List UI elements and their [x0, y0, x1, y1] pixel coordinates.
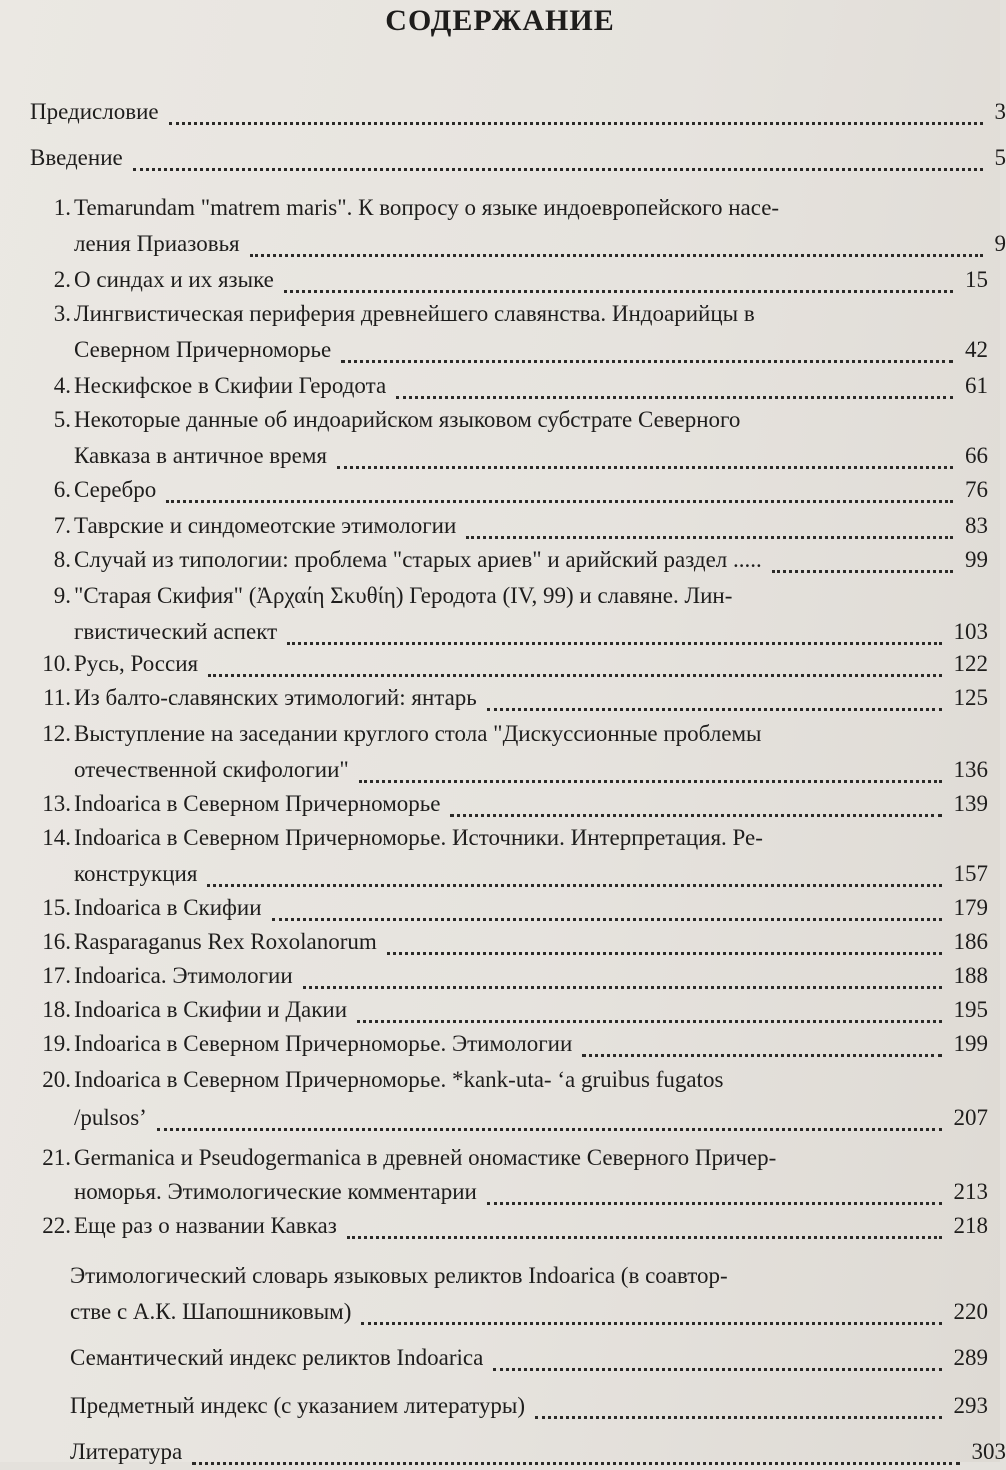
entry-title: ления Приазовья	[74, 226, 240, 262]
dot-leader	[133, 132, 983, 171]
entry-title: Indoarica в Северном Причерноморье. Этимологии	[74, 1026, 572, 1062]
entry-number: 1.	[54, 190, 71, 226]
entry-number: 13.	[42, 786, 71, 822]
entry-title: "Старая Скифия" (Ἀρχαίη Σκυθίη) Геродота (IV, 99) и славяне. Лин-	[74, 578, 732, 614]
dot-leader	[450, 778, 942, 817]
entry-number: 11.	[43, 680, 71, 716]
entry-title: Еще раз о названии Кавказ	[74, 1208, 337, 1244]
toc-line	[0, 680, 1000, 716]
page-number: 293	[954, 1388, 989, 1424]
entry-title: Indoarica в Северном Причерноморье	[74, 786, 440, 822]
page-number: 289	[954, 1340, 989, 1376]
entry-number: 14.	[42, 820, 71, 856]
entry-title: отечественной скифологии"	[74, 752, 349, 788]
entry-title: Случай из типологии: проблема "старых ариев" и арийский раздел .....	[74, 542, 762, 578]
entry-title: Кавказа в античное время	[74, 438, 327, 474]
page-number: 195	[954, 992, 989, 1028]
dot-leader	[250, 218, 983, 257]
entry-title: Предисловие	[30, 94, 159, 130]
entry-title: Серебро	[74, 472, 156, 508]
dot-leader	[166, 464, 953, 503]
entry-title: Indoarica в Скифии и Дакии	[74, 992, 347, 1028]
toc-line	[0, 94, 1000, 130]
entry-number: 10.	[42, 646, 71, 682]
toc-line	[0, 140, 1000, 176]
entry-title: гвистический аспект	[74, 614, 277, 650]
entry-number: 4.	[54, 368, 71, 404]
dot-leader	[487, 672, 942, 711]
entry-number: 18.	[42, 992, 71, 1028]
entry-title: Indoarica в Северном Причерноморье. *kank-uta- ‘a gruibus fugatos	[74, 1062, 723, 1098]
dot-leader	[493, 1332, 942, 1371]
entry-number: 15.	[42, 890, 71, 926]
entry-number: 16.	[42, 924, 71, 960]
entry-number: 12.	[42, 716, 71, 752]
page-number: 188	[954, 958, 989, 994]
toc-line	[0, 368, 1000, 404]
page-number: 42	[965, 332, 988, 368]
entry-title: номорья. Этимологические комментарии	[74, 1174, 477, 1210]
page-number: 66	[965, 438, 988, 474]
page-number: 186	[954, 924, 989, 960]
page-number: 136	[954, 752, 989, 788]
entry-title: /pulsos’	[74, 1100, 147, 1136]
dot-leader	[535, 1380, 942, 1419]
page-number: 61	[965, 368, 988, 404]
dot-leader	[361, 1286, 942, 1325]
entry-title: Indoarica в Северном Причерноморье. Источники. Интерпретация. Ре-	[74, 820, 763, 856]
page-number: 179	[954, 890, 989, 926]
entry-title: Русь, Россия	[74, 646, 198, 682]
toc-line	[0, 786, 1000, 822]
entry-title: Предметный индекс (с указанием литературы)	[70, 1388, 525, 1424]
entry-title: стве с А.К. Шапошниковым)	[70, 1294, 351, 1330]
page-number: 139	[954, 786, 989, 822]
page-number: 103	[954, 614, 989, 650]
entry-title: Этимологический словарь языковых реликтов Indoarica (в соавтор-	[70, 1258, 728, 1294]
entry-title: Лингвистическая периферия древнейшего славянства. Индоарийцы в	[74, 296, 755, 332]
entry-title: Нескифское в Скифии Геродота	[74, 368, 386, 404]
entry-title: Indoarica. Этимологии	[74, 958, 293, 994]
page-title: СОДЕРЖАНИЕ	[0, 4, 1000, 38]
entry-title: Indoarica в Скифии	[74, 890, 262, 926]
toc-line	[0, 1388, 1000, 1424]
entry-number: 22.	[42, 1208, 71, 1244]
dot-leader	[341, 324, 953, 363]
page-number: 199	[954, 1026, 989, 1062]
toc-line	[0, 1294, 1000, 1330]
entry-title: О синдах и их языке	[74, 262, 274, 298]
toc-line	[0, 542, 1000, 578]
entry-number: 9.	[54, 578, 71, 614]
entry-number: 20.	[42, 1062, 71, 1098]
page-number: 157	[954, 856, 989, 892]
page-number: 3	[995, 94, 1006, 130]
entry-number: 3.	[54, 296, 71, 332]
page-number: 207	[954, 1100, 989, 1136]
toc-line	[0, 1100, 1000, 1136]
entry-number: 5.	[54, 402, 71, 438]
entry-number: 2.	[54, 262, 71, 298]
dot-leader	[582, 1018, 942, 1057]
page-number: 99	[965, 542, 988, 578]
entry-title: Из балто-славянских этимологий: янтарь	[74, 680, 477, 716]
toc-line	[0, 262, 1000, 298]
entry-title: Таврские и синдомеотские этимологии	[74, 508, 456, 544]
toc-line	[0, 1026, 1000, 1062]
dot-leader	[169, 86, 983, 125]
entry-number: 21.	[42, 1140, 71, 1176]
page-number: 213	[954, 1174, 989, 1210]
entry-title: Rasparaganus Rex Roxolanorum	[74, 924, 377, 960]
dot-leader	[772, 534, 953, 573]
entry-title: Введение	[30, 140, 123, 176]
toc-line	[0, 1434, 1000, 1470]
entry-number: 7.	[54, 508, 71, 544]
page-number: 303	[972, 1434, 1006, 1470]
dot-leader	[192, 1426, 960, 1465]
entry-title: Северном Причерноморье	[74, 332, 331, 368]
page-number: 220	[954, 1294, 989, 1330]
page-number: 5	[995, 140, 1006, 176]
entry-title: Temarundam "matrem maris". К вопросу о языке индоевропейского насе-	[74, 190, 779, 226]
entry-number: 19.	[42, 1026, 71, 1062]
toc-line	[0, 1208, 1000, 1244]
entry-title: Germanica и Pseudogermanica в древней ономастике Северного Причер-	[74, 1140, 776, 1176]
entry-title: конструкция	[74, 856, 197, 892]
entry-title: Некоторые данные об индоарийском языковом субстрате Северного	[74, 402, 740, 438]
entry-title: Семантический индекс реликтов Indoarica	[70, 1340, 483, 1376]
dot-leader	[284, 254, 953, 293]
page-number: 122	[954, 646, 989, 682]
page-number: 76	[965, 472, 988, 508]
entry-number: 8.	[54, 542, 71, 578]
page-number: 218	[954, 1208, 989, 1244]
dot-leader	[396, 360, 953, 399]
dot-leader	[157, 1092, 942, 1131]
entry-number: 6.	[54, 472, 71, 508]
entry-title: Литература	[70, 1434, 182, 1470]
entry-title: Выступление на заседании круглого стола "Дискуссионные проблемы	[74, 716, 762, 752]
page-number: 125	[954, 680, 989, 716]
page-number: 15	[965, 262, 988, 298]
page-number: 9	[995, 226, 1006, 262]
entry-number: 17.	[42, 958, 71, 994]
page-number: 83	[965, 508, 988, 544]
toc-line	[0, 1340, 1000, 1376]
dot-leader	[347, 1200, 942, 1239]
